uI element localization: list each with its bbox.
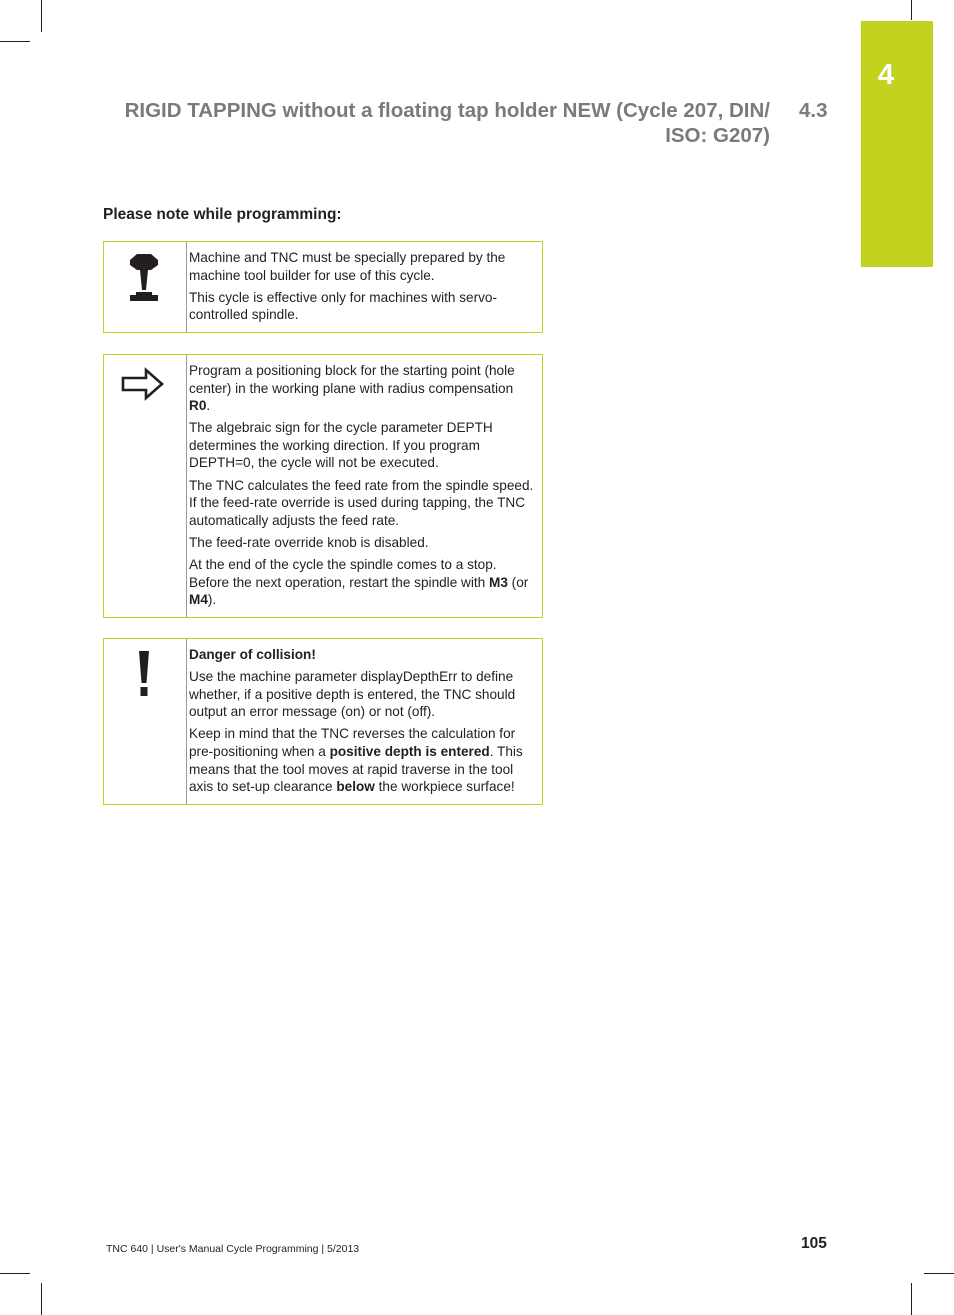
section-number: 4.3 — [799, 99, 828, 122]
warning-p2-a: Keep in mind that the TNC reverses the calculation for pre-positioning when a — [189, 726, 516, 759]
warning-p2-d: below — [336, 779, 375, 795]
warning-p1: Use the machine parameter displayDepthErr to define whether, if a positive depth is entered, the TNC should output an error message (on) or not (off). — [189, 669, 516, 720]
arrow-right-icon — [104, 355, 186, 617]
tip-p1-text: Program a positioning block for the starting point (hole center) in the working plane with radius compensation — [189, 363, 515, 396]
tip-p5-end: ). — [207, 592, 217, 608]
machine-tool-icon — [104, 242, 186, 332]
chapter-number: 4 — [877, 59, 895, 91]
tip-note-p2: The algebraic sign for the cycle parameter DEPTH determines the working direction. If you program DEPTH=0, the cycle will not be executed. — [189, 420, 493, 471]
tip-note-p5 — [189, 556, 536, 609]
crop-mark — [0, 41, 30, 42]
tip-p5-mid: (or — [507, 574, 529, 590]
tip-p1-end: . — [206, 398, 211, 414]
crop-mark — [911, 1283, 912, 1315]
machine-note-box — [103, 241, 543, 333]
page-number: 105 — [801, 1235, 827, 1252]
machine-note-p2: This cycle is effective only for machines with servo-controlled spindle. — [189, 289, 497, 323]
warning-title: Danger of collision! — [189, 647, 316, 662]
header-title-line1: RIGID TAPPING without a floating tap holder NEW (Cycle 207, DIN/ — [124, 99, 770, 122]
tip-p5-text: At the end of the cycle the spindle comes to a stop. Before the next operation, restart the spindle with — [189, 556, 497, 590]
warning-note-box — [103, 638, 543, 805]
sub-heading: Please note while programming: — [103, 206, 342, 223]
tip-note-p1 — [189, 362, 536, 415]
code-r0: R0 — [189, 398, 207, 414]
crop-mark — [41, 1283, 42, 1315]
code-m4: M4 — [189, 592, 208, 608]
crop-mark — [924, 1273, 954, 1274]
machine-note-p1: Machine and TNC must be specially prepared by the machine tool builder for use of this cycle. — [189, 250, 506, 283]
crop-mark — [911, 0, 912, 20]
warning-p2-c: . This means that the tool moves at rapid traverse in the tool axis to set-up clearance — [189, 743, 523, 795]
warning-p2-e: the workpiece surface! — [374, 779, 515, 795]
exclamation-icon — [104, 639, 186, 804]
tip-note-box — [103, 354, 543, 618]
machine-note-text — [186, 242, 542, 332]
warning-p2-b: positive depth is entered — [329, 743, 490, 759]
warning-p2 — [189, 725, 536, 795]
tip-note-p4: The feed-rate override knob is disabled. — [189, 534, 429, 550]
warning-note-text — [186, 639, 542, 804]
header-title-line2: ISO: G207) — [665, 124, 770, 147]
tip-note-text — [186, 355, 542, 617]
tip-note-p3: The TNC calculates the feed rate from the spindle speed. If the feed-rate override is used during tapping, the TNC automatically adjusts the feed rate. — [189, 477, 534, 528]
chapter-tab — [861, 21, 933, 267]
running-header-title — [70, 98, 770, 148]
footer-text: TNC 640 | User's Manual Cycle Programming | 5/2013 — [106, 1243, 360, 1255]
crop-mark — [0, 1273, 30, 1274]
code-m3: M3 — [489, 574, 508, 590]
crop-mark — [41, 0, 42, 32]
